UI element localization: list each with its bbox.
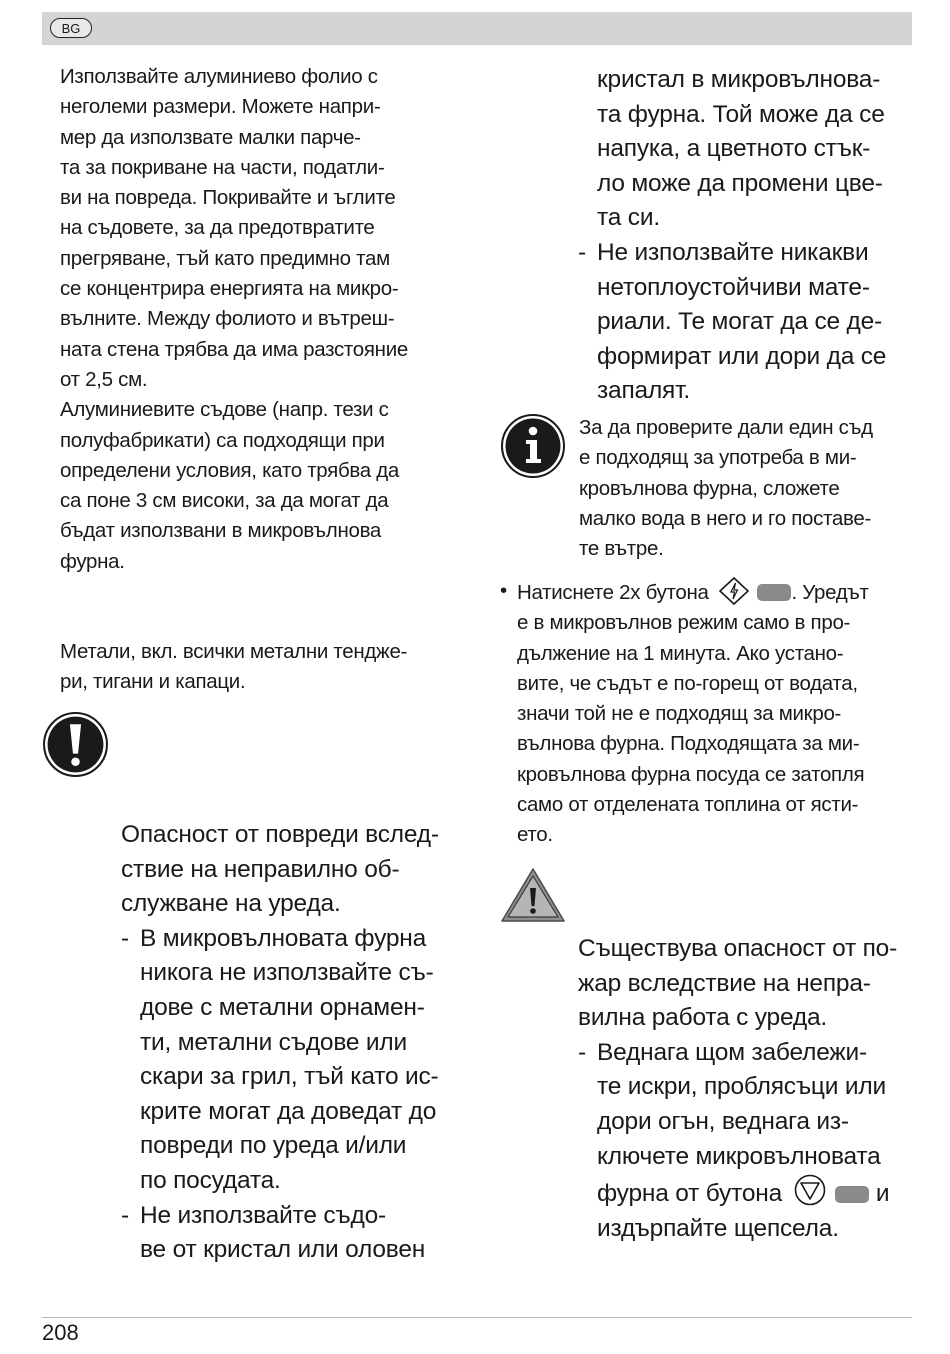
aluminium-foil-paragraph bbox=[60, 62, 460, 395]
info-icon bbox=[500, 413, 566, 479]
text-line: напука, а цветното стък- bbox=[597, 135, 871, 163]
text-line: по посудата. bbox=[140, 1166, 281, 1194]
text-line: малко вода в него и го поставе- bbox=[579, 506, 872, 530]
text-line: никога не използвайте съ- bbox=[140, 959, 434, 987]
start-button-pill bbox=[757, 584, 791, 601]
exclamation-icon bbox=[42, 711, 109, 778]
text-line: те вътре. bbox=[579, 537, 664, 561]
text-line: служване на уреда. bbox=[121, 890, 341, 918]
text-line: ето. bbox=[517, 823, 553, 847]
fire-warning-title bbox=[578, 932, 918, 1036]
crystal-continuation bbox=[597, 63, 927, 236]
heat-resistant-item bbox=[578, 236, 927, 409]
text-line: крите могат да доведат до bbox=[140, 1097, 437, 1125]
text-line: нетоплоустойчиви мате- bbox=[597, 273, 870, 301]
text-line: В микровълновата фурна bbox=[140, 924, 427, 952]
left-warning-block bbox=[121, 818, 471, 1268]
text-line: определени условия, като трябва да bbox=[60, 458, 400, 482]
footer-rule bbox=[42, 1317, 912, 1318]
text-line: Алуминиевите съдове (напр. тези с bbox=[60, 398, 389, 422]
warning-triangle-icon bbox=[500, 866, 566, 924]
text-line: жар вследствие на непра- bbox=[578, 969, 871, 997]
damage-warning-title bbox=[121, 818, 471, 922]
crystal-dishes-item bbox=[121, 1199, 471, 1268]
text-line: само от отделената топлина от ясти- bbox=[517, 793, 859, 817]
metals-paragraph bbox=[60, 637, 460, 698]
text-line: ти, метални съдове или bbox=[140, 1028, 407, 1056]
text-line: запалят. bbox=[597, 377, 691, 405]
text-line: бъдат използвани в микровълнова bbox=[60, 519, 382, 543]
text-line: прегряване, тъй като предимно там bbox=[60, 246, 390, 270]
text-line: За да проверите дали един съд bbox=[579, 416, 873, 439]
test-procedure-bullet bbox=[500, 576, 920, 851]
text-line: дължение на 1 минута. Ако устано- bbox=[517, 641, 844, 665]
text-line: ло може да промени цве- bbox=[597, 169, 883, 197]
header-bar bbox=[42, 12, 912, 45]
text-line: дове с метални орнамен- bbox=[140, 993, 425, 1021]
text-line: кристал в микровълнова- bbox=[597, 66, 881, 93]
right-continuation-block bbox=[578, 63, 927, 409]
text-line: ри, тигани и капаци. bbox=[60, 670, 246, 694]
bullet-text-start: Натиснете 2x бутона bbox=[517, 581, 709, 604]
text-line: те искри, проблясъци или bbox=[597, 1073, 886, 1101]
text-line: повреди по уреда и/или bbox=[140, 1132, 407, 1160]
text-line: та за покриване на части, податли- bbox=[60, 155, 385, 179]
text-line: ствие на неправилно об- bbox=[121, 855, 400, 883]
text-line: на съдовете, за да предотвратите bbox=[60, 216, 375, 240]
text-line: Метали, вкл. всички метални тендже- bbox=[60, 640, 408, 664]
bullet-marker: • bbox=[500, 579, 507, 602]
text-line: фурна. bbox=[60, 549, 125, 573]
language-badge: BG bbox=[50, 18, 92, 38]
unplug-text: издърпайте щепсела. bbox=[597, 1214, 839, 1242]
stop-instruction-text: фурна от бутона bbox=[597, 1180, 783, 1208]
left-column bbox=[60, 62, 460, 698]
text-line: дори огън, веднага из- bbox=[597, 1107, 849, 1135]
text-line: кровълнова фурна посуда се затопля bbox=[517, 762, 865, 786]
text-line: формират или дори да се bbox=[597, 342, 887, 370]
text-line: неголеми размери. Можете напри- bbox=[60, 95, 381, 119]
text-line: ната стена трябва да има разстояние bbox=[60, 337, 408, 361]
conjunction-text: и bbox=[875, 1180, 890, 1208]
text-line: вълнова фурна. Подходящата за ми- bbox=[517, 732, 860, 756]
dash-marker: - bbox=[578, 1038, 586, 1066]
text-line: Не използвайте никакви bbox=[597, 238, 869, 266]
stop-button-icon bbox=[793, 1174, 827, 1206]
text-line: от 2,5 см. bbox=[60, 367, 148, 391]
text-line: значи той не е подходящ за микро- bbox=[517, 702, 842, 726]
text-line: се концентрира енергията на микро- bbox=[60, 277, 399, 301]
text-line: вилна работа с уреда. bbox=[578, 1004, 827, 1032]
text-line: та фурна. Той може да се bbox=[597, 100, 885, 128]
text-line: риали. Те могат да се де- bbox=[597, 308, 883, 336]
text-line: Съществува опасност от по- bbox=[578, 935, 898, 962]
dash-marker: - bbox=[578, 238, 586, 266]
text-line: Не използвайте съдо- bbox=[140, 1201, 387, 1229]
dash-marker: - bbox=[121, 1201, 129, 1229]
text-line: Използвайте алуминиево фолио с bbox=[60, 65, 378, 88]
text-line: мер да използвате малки парче- bbox=[60, 125, 361, 149]
bullet-text-end: . Уредът bbox=[791, 581, 869, 604]
text-line: скари за грил, тъй като ис- bbox=[140, 1063, 439, 1091]
text-line: вите, че съдът е по-горещ от водата, bbox=[517, 671, 858, 695]
text-line: та си. bbox=[597, 204, 660, 232]
text-line: полуфабрикати) са подходящи при bbox=[60, 428, 385, 452]
stop-button-pill bbox=[835, 1186, 869, 1203]
text-line: ве от кристал или оловен bbox=[140, 1236, 426, 1264]
start-diamond-icon bbox=[718, 576, 750, 606]
right-warning-block bbox=[578, 932, 918, 1246]
dash-marker: - bbox=[121, 924, 129, 952]
text-line: ключете микровълновата bbox=[597, 1142, 881, 1170]
text-line: Веднага щом забележи- bbox=[597, 1038, 867, 1066]
text-line: е в микровълнов режим само в про- bbox=[517, 611, 851, 635]
page-number: 208 bbox=[42, 1320, 79, 1345]
text-line: ви на повреда. Покривайте и ъглите bbox=[60, 186, 396, 210]
text-line: вълните. Между фолиото и вътреш- bbox=[60, 307, 395, 331]
text-line: Опасност от повреди вслед- bbox=[121, 821, 439, 848]
aluminium-dishes-paragraph bbox=[60, 395, 460, 577]
info-note bbox=[579, 413, 919, 564]
sparks-item bbox=[578, 1036, 918, 1247]
text-line: е подходящ за употреба в ми- bbox=[579, 446, 857, 470]
text-line: са поне 3 см високи, за да могат да bbox=[60, 489, 389, 513]
metal-dishes-item bbox=[121, 922, 471, 1199]
text-line: кровълнова фурна, сложете bbox=[579, 476, 840, 500]
